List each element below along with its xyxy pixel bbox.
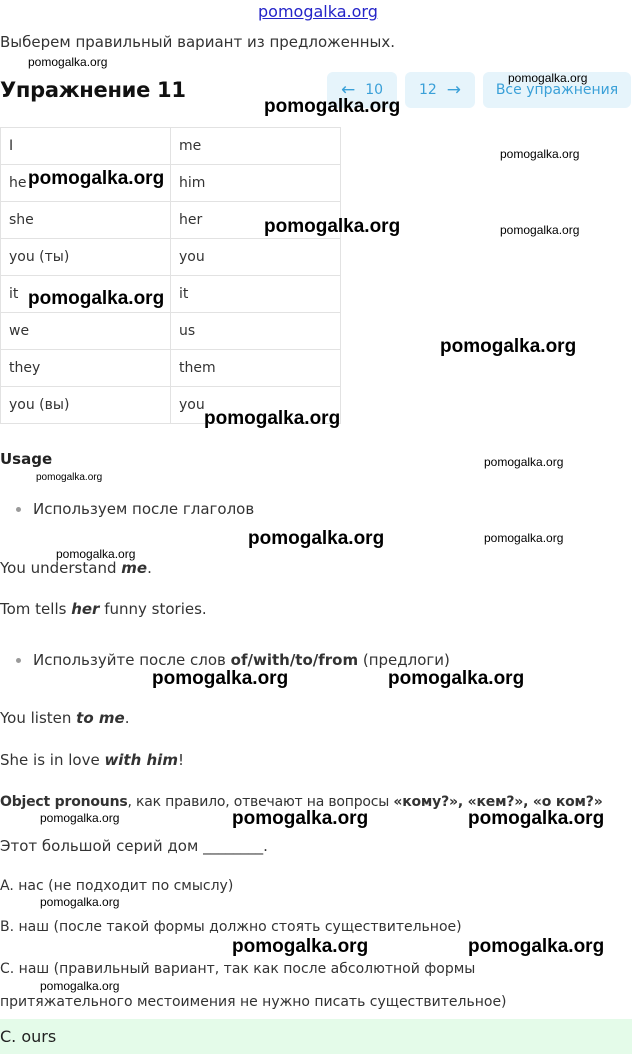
example-emphasis: with him	[104, 751, 178, 769]
question-text: Этот большой серий дом ________.	[0, 837, 268, 855]
watermark: pomogalka.org	[484, 455, 564, 469]
watermark: pomogalka.org	[248, 528, 385, 549]
list-item	[16, 651, 450, 669]
example-emphasis: her	[71, 600, 100, 618]
watermark: pomogalka.org	[40, 979, 120, 993]
watermark: pomogalka.org	[204, 408, 341, 429]
watermark: pomogalka.org	[152, 668, 289, 689]
example-emphasis: me	[121, 559, 148, 577]
list-item	[16, 500, 254, 518]
watermark: pomogalka.org	[440, 336, 577, 357]
bullet-text: (предлоги)	[358, 651, 450, 669]
option-b: B. наш (после такой формы должно стоять существительное)	[0, 919, 462, 935]
watermark: pomogalka.org	[508, 71, 588, 85]
bullet-text: Используйте после слов	[33, 651, 231, 669]
example-sentence	[0, 751, 184, 769]
usage-heading: Usage	[0, 450, 53, 468]
table-row	[1, 350, 341, 387]
table-cell: he	[1, 165, 171, 202]
answer-text: C. ours	[0, 1027, 57, 1046]
watermark: pomogalka.org	[28, 168, 165, 189]
table-cell: she	[1, 202, 171, 239]
table-cell: I	[1, 128, 171, 165]
example-text: Tom tells	[0, 600, 72, 618]
watermark: pomogalka.org	[500, 147, 580, 161]
table-row	[1, 239, 341, 276]
watermark: pomogalka.org	[40, 895, 120, 909]
page-title: Упражнение 11	[0, 78, 186, 102]
table-cell: it	[171, 276, 341, 313]
example-emphasis: to me	[76, 709, 125, 727]
watermark: pomogalka.org	[56, 547, 136, 561]
watermark: pomogalka.org	[40, 811, 120, 825]
bullet-dot	[16, 507, 21, 512]
table-cell: him	[171, 165, 341, 202]
table-cell: us	[171, 313, 341, 350]
example-text: .	[147, 559, 152, 577]
option-c-continued: притяжательного местоимения не нужно писать существительное)	[0, 994, 507, 1010]
arrow-right-icon: →	[446, 80, 462, 100]
watermark: pomogalka.org	[232, 808, 369, 829]
note-bold: Object pronouns	[0, 794, 128, 810]
example-text: funny stories.	[99, 600, 207, 618]
next-exercise-button[interactable]	[405, 72, 475, 108]
note-text: , как правило, отвечают на вопросы	[127, 794, 394, 810]
example-sentence	[0, 559, 152, 577]
intro-text: Выберем правильный вариант из предложенных.	[0, 33, 395, 51]
watermark: pomogalka.org	[28, 55, 108, 69]
table-cell: them	[171, 350, 341, 387]
table-row	[1, 313, 341, 350]
watermark: pomogalka.org	[28, 288, 165, 309]
watermark: pomogalka.org	[500, 223, 580, 237]
table-row	[1, 128, 341, 165]
all-exercises-label: Все упражнения	[495, 82, 619, 98]
table-cell: you (вы)	[1, 387, 171, 424]
example-text: You understand	[0, 559, 122, 577]
table-cell: it	[1, 276, 171, 313]
table-cell: you	[171, 387, 341, 424]
example-sentence	[0, 709, 129, 727]
watermark: pomogalka.org	[468, 936, 605, 957]
prev-exercise-label: 10	[365, 82, 384, 98]
watermark: pomogalka.org	[36, 472, 103, 483]
note-questions: «кому?», «кем?», «о ком?»	[393, 794, 603, 810]
table-cell: her	[171, 202, 341, 239]
example-text: You listen	[0, 709, 77, 727]
option-a: A. нас (не подходит по смыслу)	[0, 878, 234, 894]
table-cell: they	[1, 350, 171, 387]
answer-box	[0, 1019, 632, 1054]
watermark: pomogalka.org	[468, 808, 605, 829]
watermark: pomogalka.org	[232, 936, 369, 957]
watermark: pomogalka.org	[264, 216, 401, 237]
example-text: .	[124, 709, 130, 727]
bullet-bold: of/with/to/from	[230, 651, 359, 669]
site-link[interactable]: pomogalka.org	[258, 2, 378, 21]
bullet-text: Используем после глаголов	[33, 500, 255, 518]
table-cell: we	[1, 313, 171, 350]
table-cell: you (ты)	[1, 239, 171, 276]
next-exercise-label: 12	[418, 82, 437, 98]
arrow-left-icon: ←	[340, 80, 356, 100]
table-cell: me	[171, 128, 341, 165]
example-text: !	[177, 751, 184, 769]
bullet-dot	[16, 658, 21, 663]
watermark: pomogalka.org	[484, 531, 564, 545]
table-cell: you	[171, 239, 341, 276]
example-sentence	[0, 600, 207, 618]
watermark: pomogalka.org	[388, 668, 525, 689]
option-c: C. наш (правильный вариант, так как после абсолютной формы	[0, 961, 476, 977]
watermark: pomogalka.org	[264, 96, 401, 117]
example-text: She is in love	[0, 751, 105, 769]
